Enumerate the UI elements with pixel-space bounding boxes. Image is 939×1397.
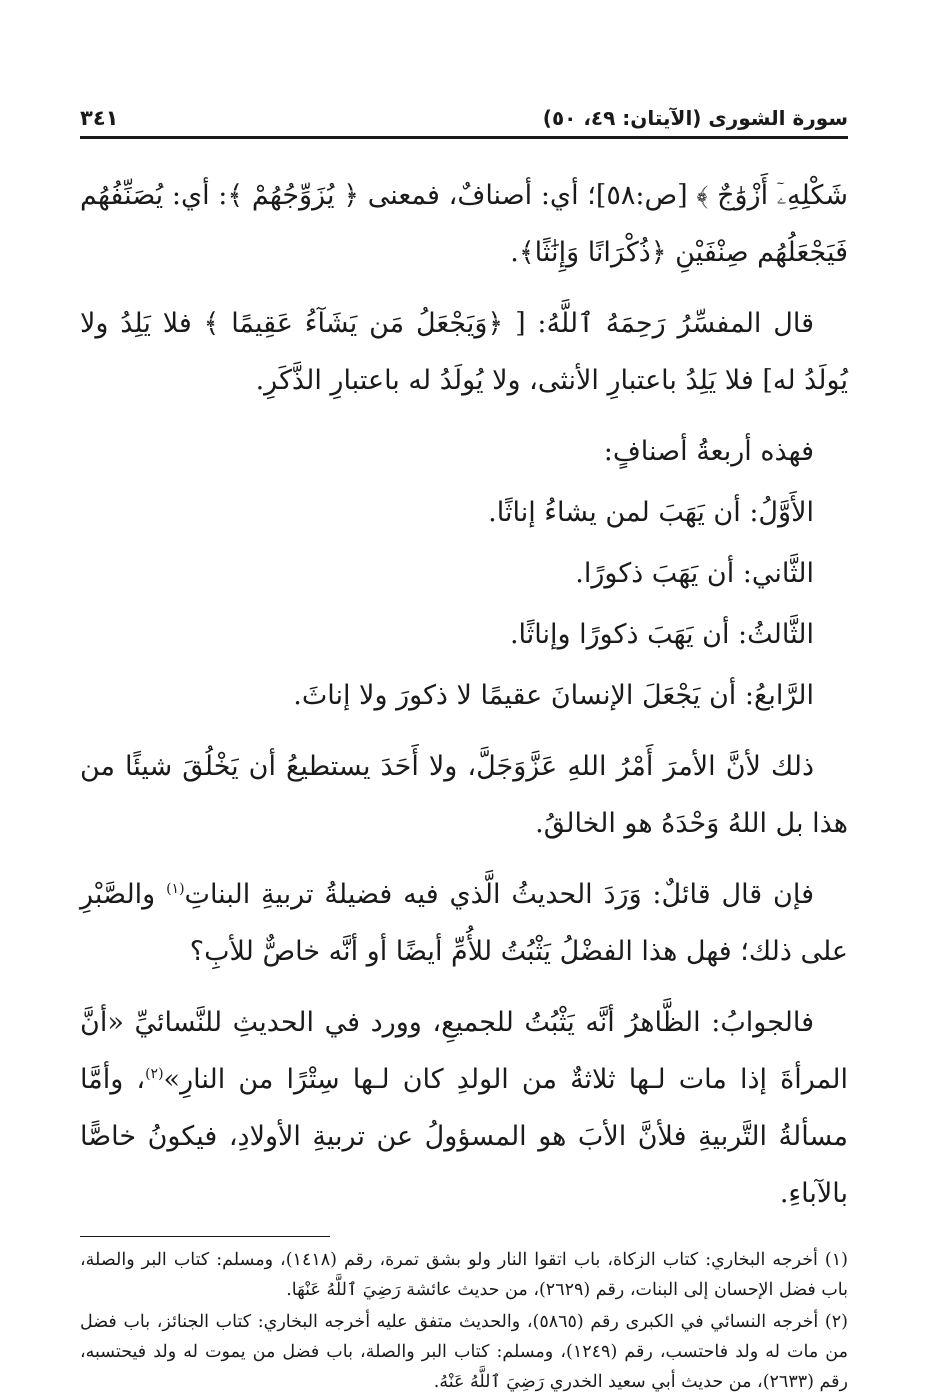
page-number: ٣٤١ bbox=[80, 106, 119, 130]
paragraph-2: قال المفسِّرُ رَحِمَهُ ٱللَّهُ: [ ﴿وَيَجْعَلُ مَن يَشَآءُ عَقِيمًا ﴾ فلا يَلِدُ ولا يُولَدُ له] فلا يَلِدُ باعتبارِ الأنثى، ولا يُولَدُ له باعتبارِ الذَّكَرِ. bbox=[80, 308, 848, 396]
paragraph-10-text-b: ، وأمَّا مسألةُ التَّربيةِ فلأنَّ الأبَ هو المسؤولُ عن تربيةِ الأولادِ، فيكونُ خاصًّا بالآباءِ. bbox=[80, 1064, 848, 1209]
page-header bbox=[80, 96, 848, 130]
paragraph-9-text-a: فإن قال قائلٌ: وَرَدَ الحديثُ الَّذي فيه فضيلةُ تربيةِ البناتِ bbox=[184, 879, 814, 910]
footnotes bbox=[80, 1245, 848, 1397]
footnote-1: (١) أخرجه البخاري: كتاب الزكاة، باب اتقوا النار ولو بشق تمرة، رقم (١٤١٨)، ومسلم: كتاب البر والصلة، باب فضل الإحسان إلى البنات، رقم (٢٦٢٩)، من حديث عائشة رَضِيَ ٱللَّهُ عَنْهَا. bbox=[80, 1250, 848, 1300]
footnote-ref-2: (٢) bbox=[145, 1066, 164, 1082]
paragraph-10-text-a: فالجوابُ: الظَّاهرُ أنَّه يَثْبُتُ للجميعِ، وورد في الحديثِ للنَّسائيِّ «أنَّ المرأةَ إذا مات لـها ثلاثةٌ من الولدِ كان لـها سِتْرًا من النارِ» bbox=[80, 1007, 849, 1095]
paragraph-1: شَكْلِهِۦٓ أَزْوَٰجٌ ﴾ [ص:٥٨]؛ أي: أصنافٌ، فمعنى ﴿ يُزَوِّجُهُمْ ﴾: أي: يُصَنِّفُهُم فَيَجْعَلُهُم صِنْفَيْنِ ﴿ذُكْرَانًا وَإِنَٰثًا﴾. bbox=[80, 180, 848, 268]
list-item-2: الثَّاني: أن يَهَبَ ذكورًا. bbox=[575, 558, 814, 589]
header-rule bbox=[80, 136, 848, 139]
footnote-2: (٢) أخرجه النسائي في الكبرى رقم (٥٨٦٥)، والحديث متفق عليه أخرجه البخاري: كتاب الجنائز، باب فضل من مات له ولد فاحتسب، رقم (١٢٤٩)، ومسلم: كتاب البر والصلة، باب فضل من يموت له ولد فيحتسبه، رقم (٢٦٣٣)، من حديث أبي سعيد الخدري رَضِيَ ٱللَّهُ عَنْهُ. bbox=[80, 1312, 849, 1392]
paragraph-10 bbox=[80, 994, 848, 1222]
paragraph-8: ذلك لأنَّ الأمرَ أَمْرُ اللهِ عَزَّوَجَلَّ، ولا أَحَدَ يستطيعُ أن يَخْلُقَ شيئًا من هذا بل اللهُ وَحْدَهُ هو الخالقُ. bbox=[80, 751, 848, 839]
list-item-3: الثَّالثُ: أن يَهَبَ ذكورًا وإناثًا. bbox=[509, 619, 814, 650]
paragraph-9-text-b: والصَّبْرِ على ذلك؛ فهل هذا الفضْلُ يَثْبُتُ للأُمِّ أيضًا أو أنَّه خاصٌّ للأبِ؟ bbox=[80, 879, 848, 967]
paragraph-3: فهذه أربعةُ أصنافٍ: bbox=[603, 436, 814, 467]
body-text bbox=[80, 167, 848, 1222]
footnote-ref-1: (١) bbox=[166, 881, 185, 897]
list-item-1: الأَوَّلُ: أن يَهَبَ لمن يشاءُ إناثًا. bbox=[488, 497, 814, 528]
book-page bbox=[80, 96, 849, 1392]
list-item-4: الرَّابعُ: أن يَجْعَلَ الإنسانَ عقيمًا لا ذكورَ ولا إناثَ. bbox=[293, 680, 814, 711]
footnote-rule bbox=[80, 1236, 330, 1237]
paragraph-9 bbox=[80, 866, 848, 980]
surah-title: سورة الشورى (الآيتان: ٤٩، ٥٠) bbox=[542, 106, 848, 130]
